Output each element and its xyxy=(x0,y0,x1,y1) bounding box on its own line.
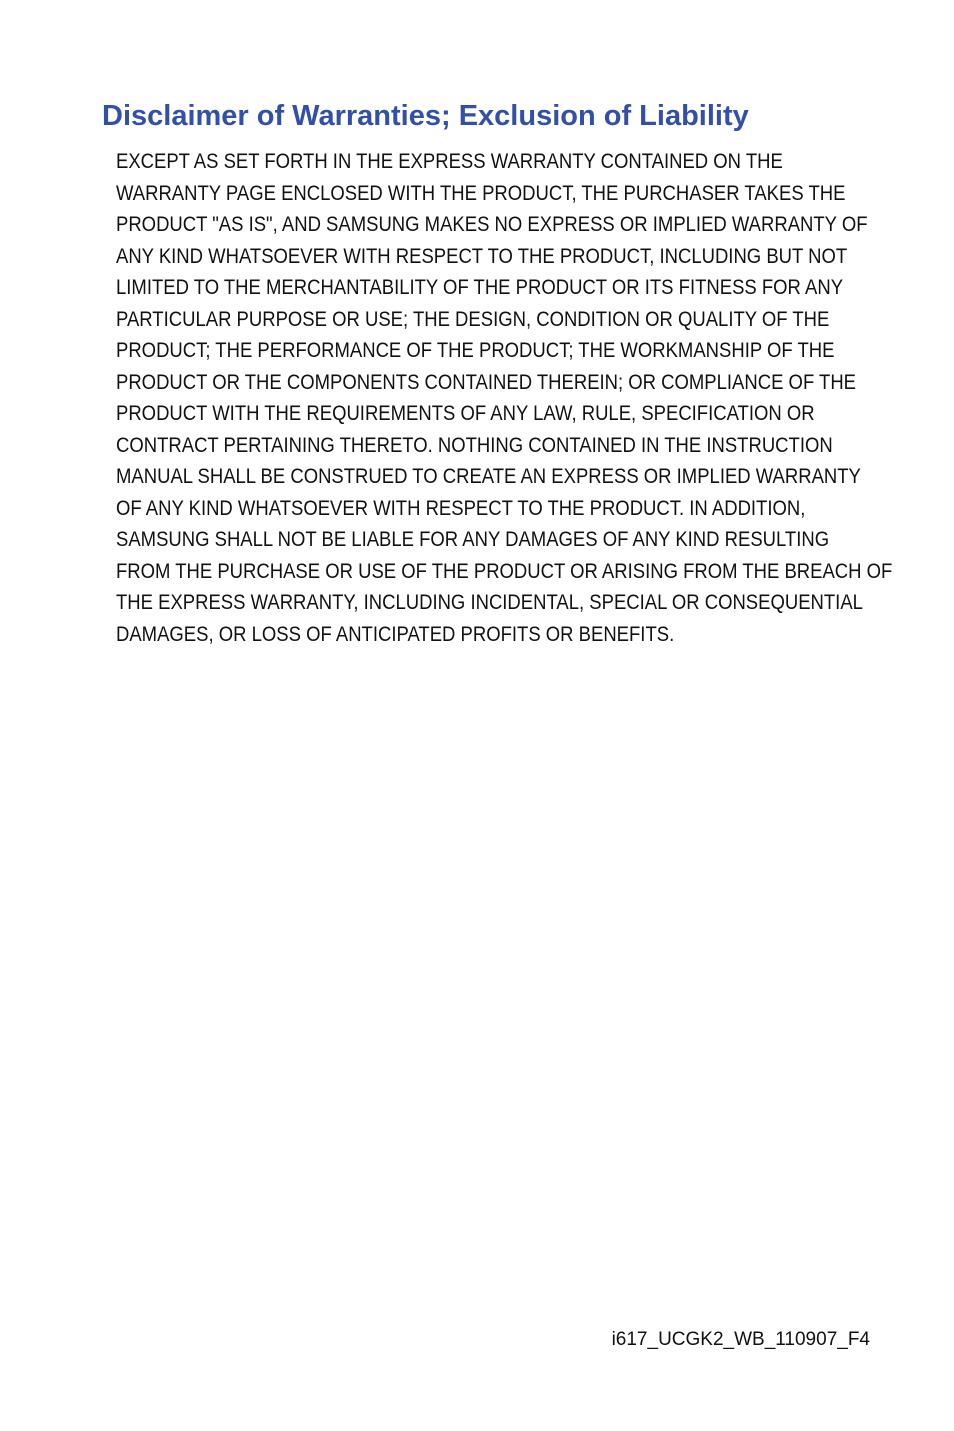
section-heading: Disclaimer of Warranties; Exclusion of Liability xyxy=(102,100,749,132)
paragraph-line: OF ANY KIND WHATSOEVER WITH RESPECT TO THE PRODUCT. IN ADDITION, xyxy=(116,495,806,520)
paragraph-line: PRODUCT; THE PERFORMANCE OF THE PRODUCT; THE WORKMANSHIP OF THE xyxy=(116,338,835,362)
disclaimer-paragraph xyxy=(116,146,906,650)
paragraph-line: WARRANTY PAGE ENCLOSED WITH THE PRODUCT, THE PURCHASER TAKES THE xyxy=(116,180,846,205)
paragraph-line: LIMITED TO THE MERCHANTABILITY OF THE PRODUCT OR ITS FITNESS FOR ANY xyxy=(116,275,844,299)
paragraph-line: PRODUCT "AS IS", AND SAMSUNG MAKES NO EXPRESS OR IMPLIED WARRANTY OF xyxy=(116,212,868,236)
paragraph-line: CONTRACT PERTAINING THERETO. NOTHING CONTAINED IN THE INSTRUCTION xyxy=(116,432,833,457)
paragraph-line: THE EXPRESS WARRANTY, INCLUDING INCIDENTAL, SPECIAL OR CONSEQUENTIAL xyxy=(116,590,863,614)
document-code-footer: i617_UCGK2_WB_110907_F4 xyxy=(611,1329,870,1350)
paragraph-line: ANY KIND WHATSOEVER WITH RESPECT TO THE PRODUCT, INCLUDING BUT NOT xyxy=(116,243,848,268)
paragraph-line: FROM THE PURCHASE OR USE OF THE PRODUCT OR ARISING FROM THE BREACH OF xyxy=(116,558,893,583)
paragraph-line: PARTICULAR PURPOSE OR USE; THE DESIGN, CONDITION OR QUALITY OF THE xyxy=(116,306,830,331)
paragraph-line: DAMAGES, OR LOSS OF ANTICIPATED PROFITS OR BENEFITS. xyxy=(116,621,675,646)
paragraph-line: PRODUCT OR THE COMPONENTS CONTAINED THEREIN; OR COMPLIANCE OF THE xyxy=(116,369,857,394)
paragraph-line: MANUAL SHALL BE CONSTRUED TO CREATE AN EXPRESS OR IMPLIED WARRANTY xyxy=(116,464,861,488)
paragraph-line: PRODUCT WITH THE REQUIREMENTS OF ANY LAW, RULE, SPECIFICATION OR xyxy=(116,401,815,425)
paragraph-line: SAMSUNG SHALL NOT BE LIABLE FOR ANY DAMAGES OF ANY KIND RESULTING xyxy=(116,527,830,551)
paragraph-line: EXCEPT AS SET FORTH IN THE EXPRESS WARRANTY CONTAINED ON THE xyxy=(116,149,783,173)
